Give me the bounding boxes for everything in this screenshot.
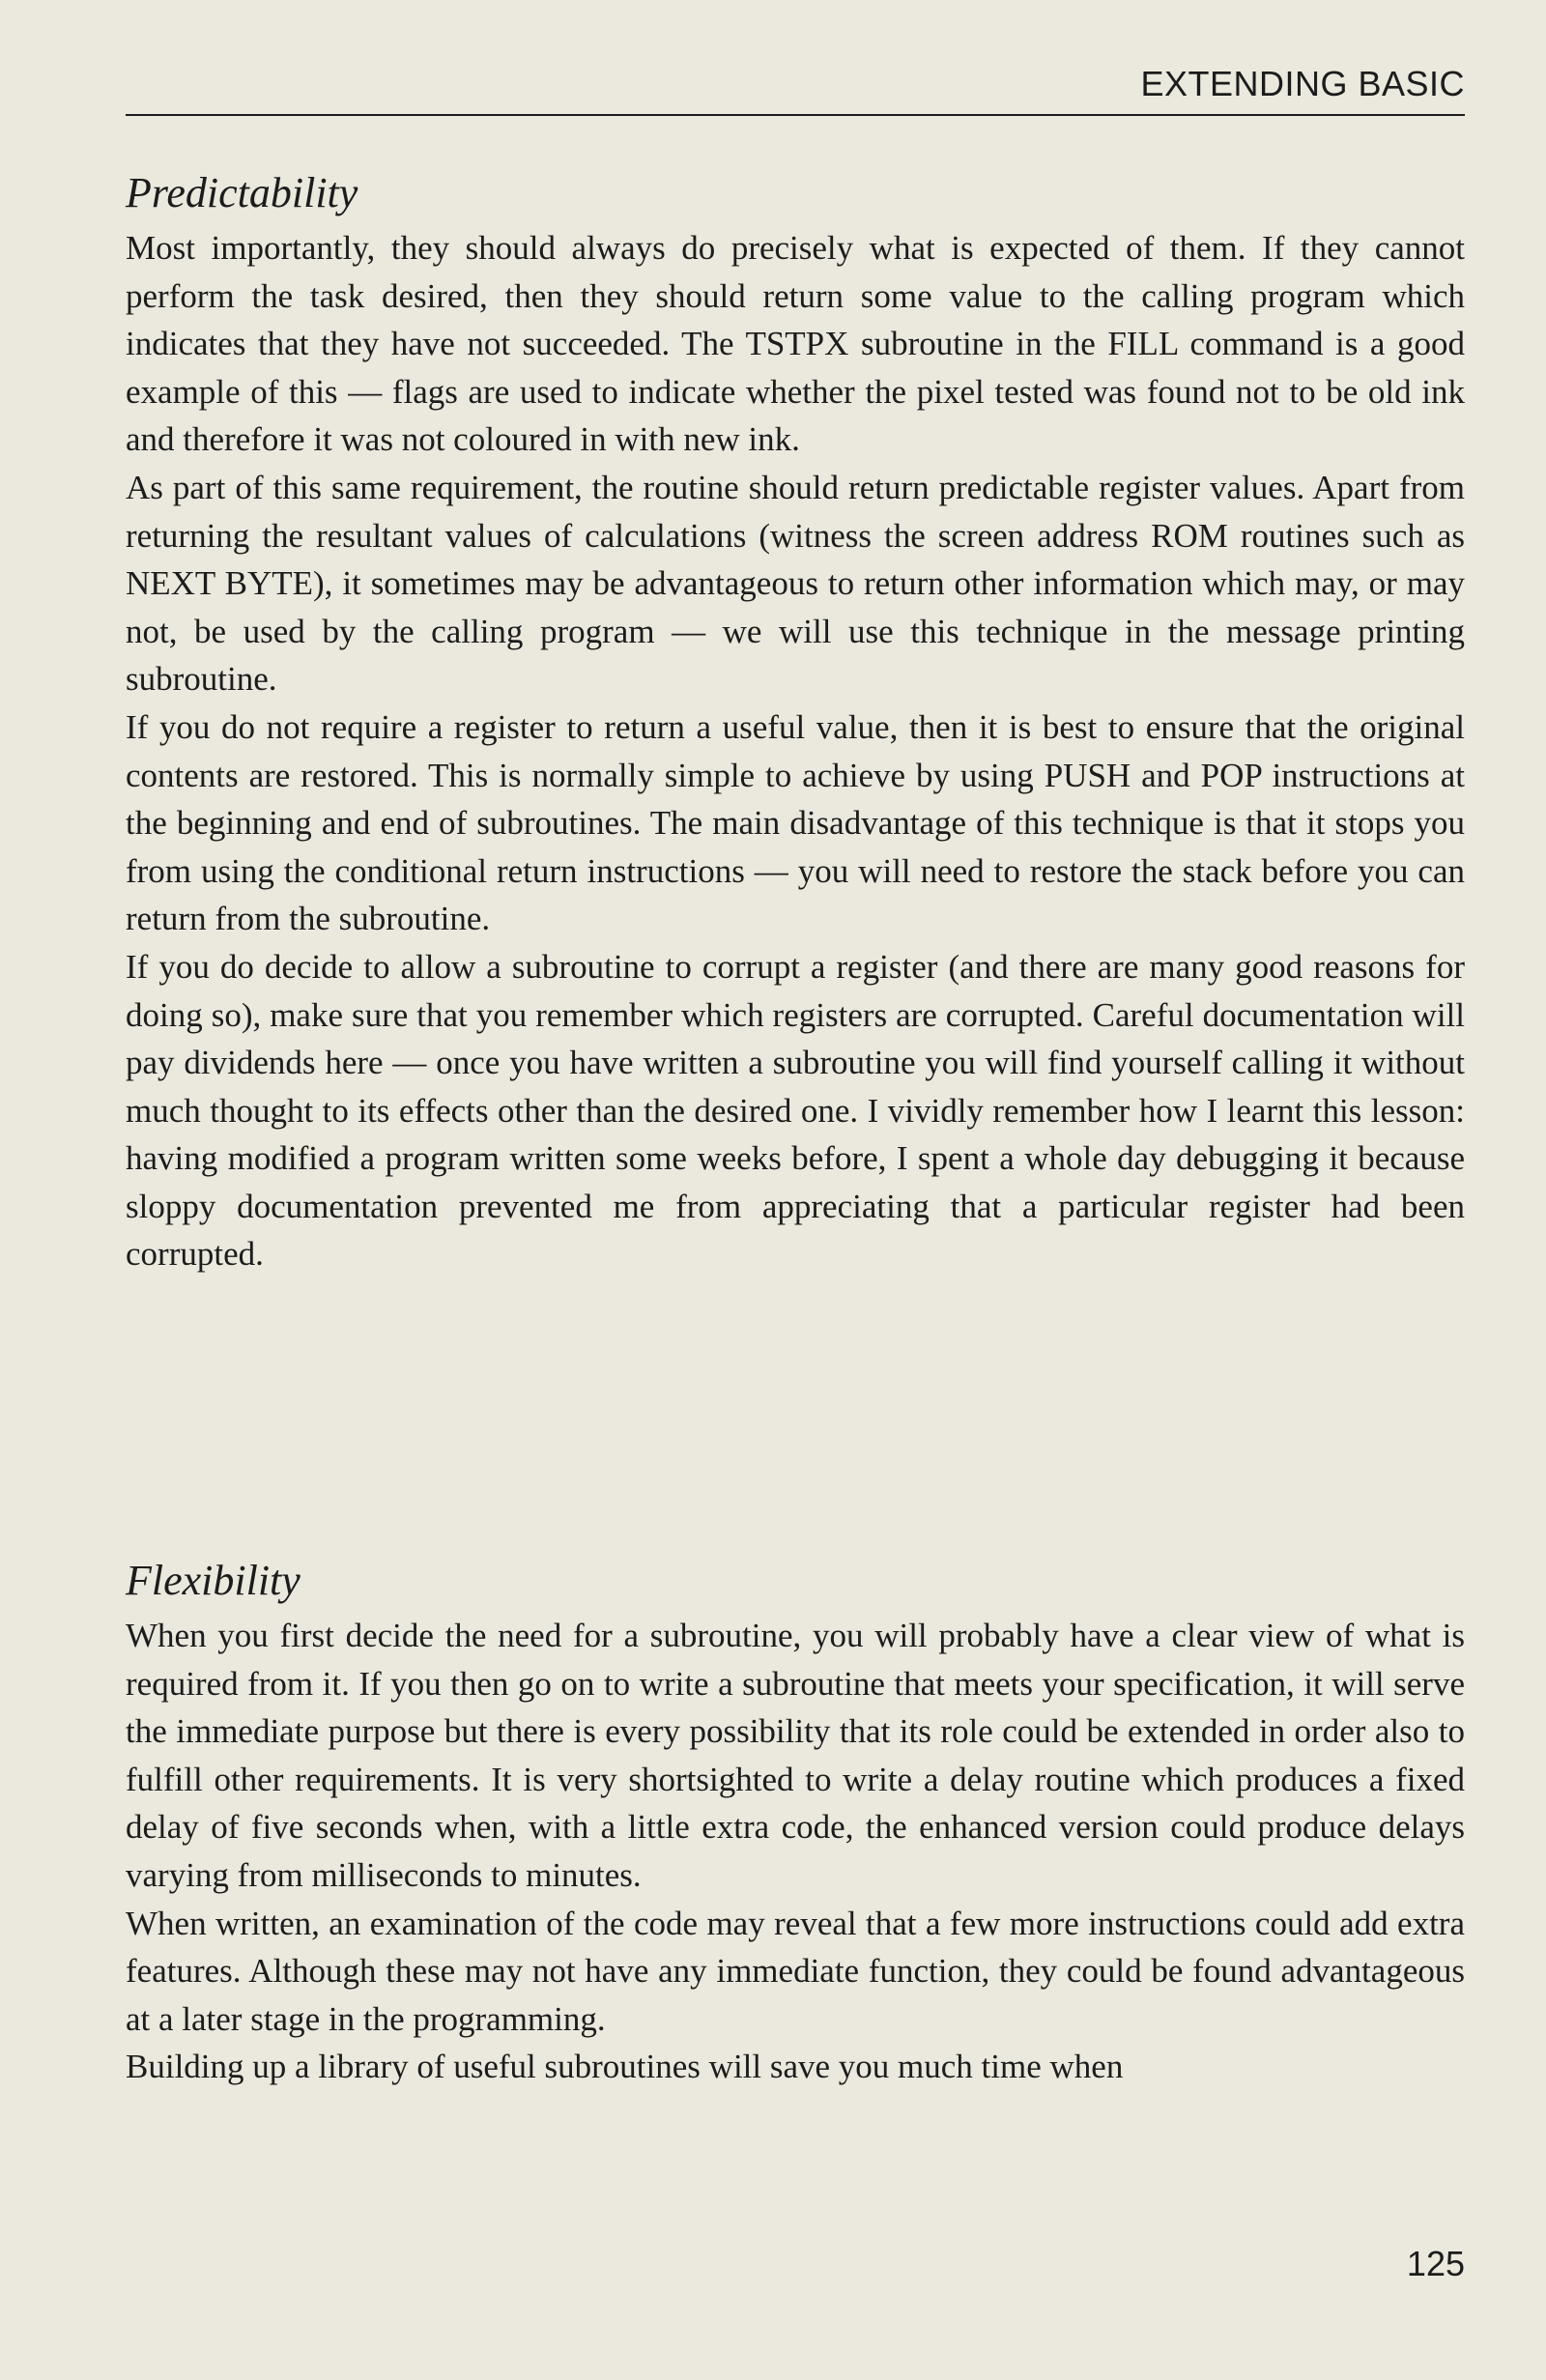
paragraph: As part of this same requirement, the routine should return predictable register values. Apart from returning the resultant values of calculations (witness the screen address ROM routines such as NEXT BYTE), it sometimes may be advantageous to return other information which may, or may not, be used by the calling program — we will use this technique in the message printing subroutine. — [126, 468, 1465, 699]
section-predictability — [126, 166, 1465, 1278]
section-heading: Predictability — [126, 169, 358, 216]
paragraph: If you do not require a register to return a useful value, then it is best to ensure that the original contents are restored. This is normally simple to achieve by using PUSH and POP instructions at the beginning and end of subroutines. The main disadvantage of this technique is that it stops you from using the conditional return instructions — you will need to restore the stack before you can return from the subroutine. — [126, 707, 1465, 938]
paragraph: When you first decide the need for a subroutine, you will probably have a clear view of what is required from it. If you then go on to write a subroutine that meets your specification, it will serve the immediate purpose but there is every possibility that its role could be extended in order also to fulfill other requirements. It is very shortsighted to write a delay routine which produces a fixed delay of five seconds when, with a little extra code, the enhanced version could produce delays varying from milliseconds to minutes. — [126, 1617, 1465, 1894]
paragraph: Building up a library of useful subroutines will save you much time when — [126, 2048, 1124, 2086]
section-flexibility — [126, 1554, 1465, 2091]
section-heading: Flexibility — [126, 1557, 301, 1604]
running-head — [126, 60, 1465, 116]
paragraph: Most importantly, they should always do precisely what is expected of them. If they cannot perform the task desired, then they should return some value to the calling program which indicates that they have not succeeded. The TSTPX subroutine in the FILL command is a good example of this — flags are used to indicate whether the pixel tested was found not to be old ink and therefore it was not coloured in with new ink. — [126, 229, 1465, 459]
running-head-title: EXTENDING BASIC — [1140, 64, 1465, 103]
paragraph: If you do decide to allow a subroutine to corrupt a register (and there are many good reasons for doing so), make sure that you remember which registers are corrupted. Careful documentation will pay dividends here — once you have written a subroutine you will find yourself calling it without much thought to its effects other than the desired one. I vividly remember how I learnt this lesson: having modified a program written some weeks before, I spent a whole day debugging it because sloppy documentation prevented me from appreciating that a particular register had been corrupted. — [126, 947, 1465, 1274]
paragraph: When written, an examination of the code may reveal that a few more instructions could add extra features. Although these may not have any immediate function, they could be found advantageous at a later stage in the programming. — [126, 1904, 1465, 2038]
page-number: 125 — [1406, 2244, 1465, 2283]
